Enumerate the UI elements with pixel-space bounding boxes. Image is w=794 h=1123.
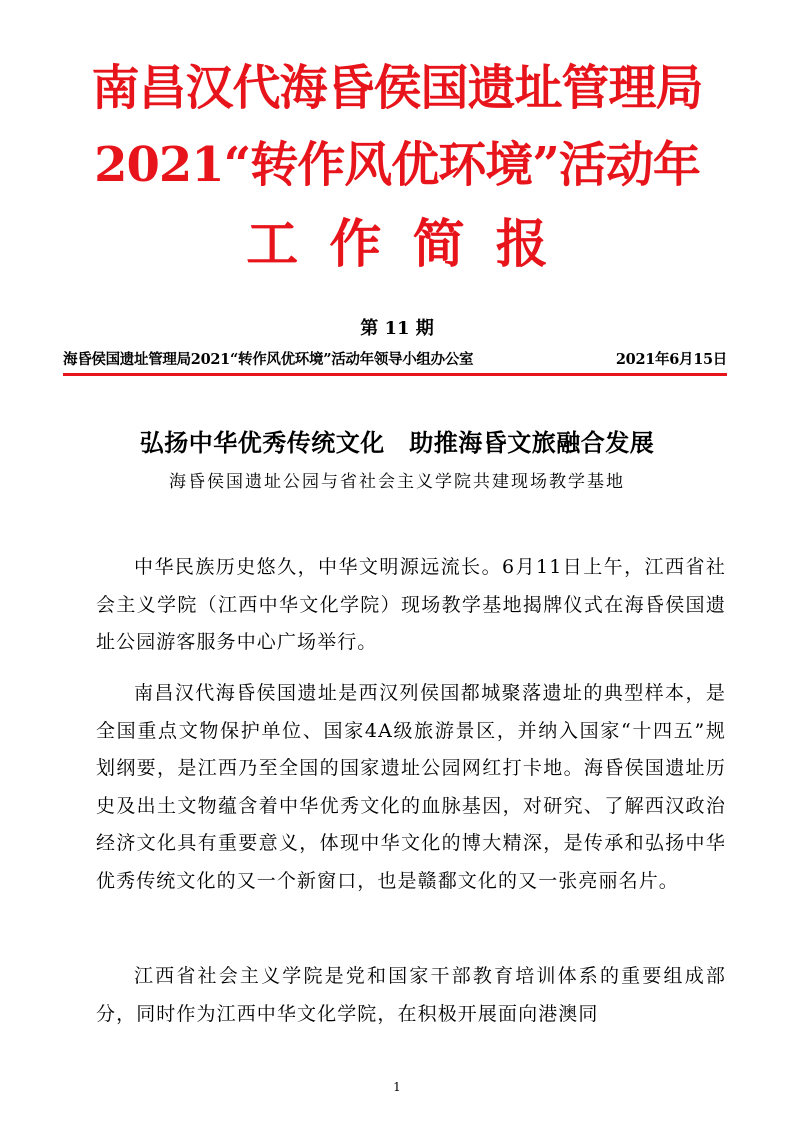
issuer-info-line xyxy=(63,348,727,369)
article-paragraph: 江西省社会主义学院是党和国家干部教育培训体系的重要组成部分，同时作为江西中华文化学院，在积极开展面向港澳同 xyxy=(96,965,726,1025)
masthead-title-line-1: 南昌汉代海昏侯国遗址管理局 xyxy=(91,60,703,116)
article-paragraph: 中华民族历史悠久，中华文明源远流长。6月11日上午，江西省社会主义学院（江西中华文化学院）现场教学基地揭牌仪式在海昏侯国遗址公园游客服务中心广场举行。 xyxy=(96,556,726,653)
article-paragraph: 南昌汉代海昏侯国遗址是西汉列侯国都城聚落遗址的典型样本，是全国重点文物保护单位、国家4A级旅游景区，并纳入国家“十四五”规划纲要，是江西乃至全国的国家遗址公园网红打卡地。海昏侯国遗址历史及出土文物蕴含着中华优秀文化的血脉基因，对研究、了解西汉政治经济文化具有重要意义，体现中华文化的博大精深，是传承和弘扬中华优秀传统文化的又一个新窗口，也是赣鄱文化的又一张亮丽名片。 xyxy=(96,682,726,892)
article-headline: 弘扬中华优秀传统文化 助推海昏文旅融合发展 xyxy=(139,428,655,457)
issue-number: 第 11 期 xyxy=(360,318,434,339)
issue-date: 2021年6月15日 xyxy=(615,351,727,368)
issuing-office: 海昏侯国遗址管理局2021“转作风优环境”活动年领导小组办公室 xyxy=(63,351,474,368)
article-subheadline: 海昏侯国遗址公园与省社会主义学院共建现场教学基地 xyxy=(169,472,625,492)
masthead-title-line-2: 2021“转作风优环境”活动年 xyxy=(94,137,700,193)
header-divider-rule xyxy=(63,373,727,376)
page-number: 1 xyxy=(393,1080,401,1094)
masthead-title-line-3: 工作简报 xyxy=(246,214,579,275)
